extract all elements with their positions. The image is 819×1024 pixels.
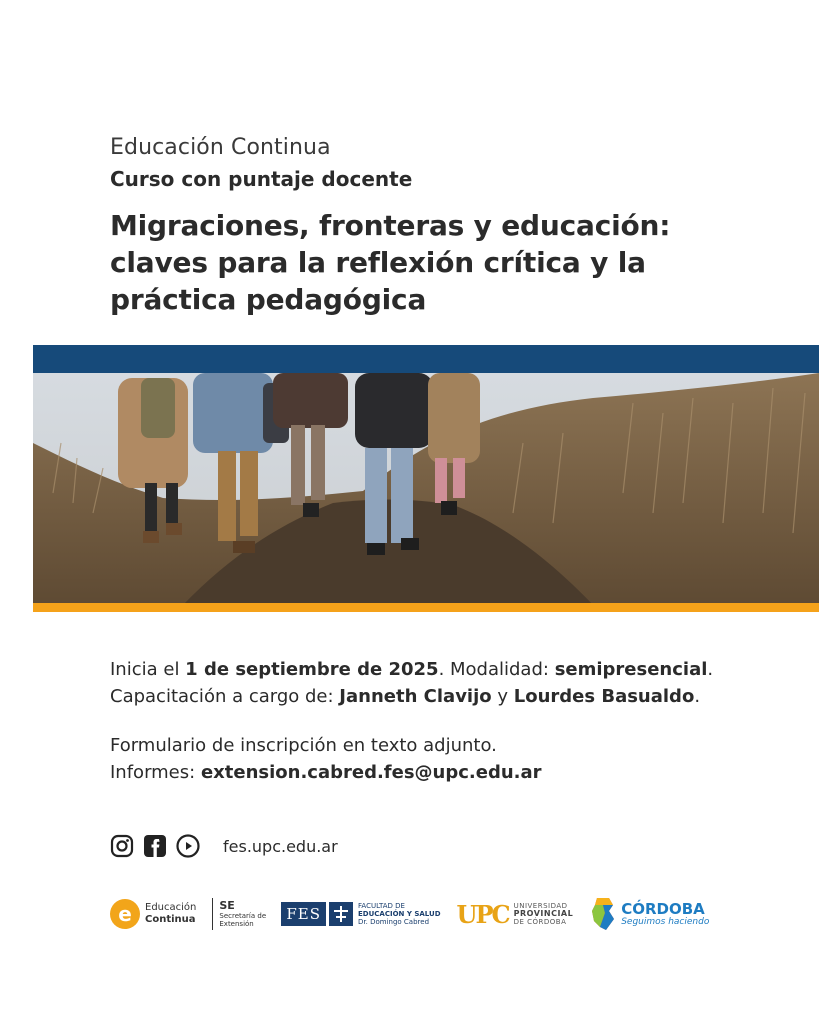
cordoba-map-icon	[591, 897, 615, 931]
ec-mark: e	[110, 899, 140, 929]
trainers-line	[110, 683, 790, 710]
contact-prefix: Informes:	[110, 762, 201, 783]
ec-line2: Continua	[145, 914, 196, 925]
start-date: 1 de septiembre de 2025	[185, 659, 439, 680]
cordoba-tagline: Seguimos haciendo	[621, 917, 710, 927]
facebook-icon[interactable]	[143, 834, 167, 858]
cordoba-name: CÓRDOBA	[621, 900, 705, 918]
course-info	[110, 656, 790, 786]
modality-prefix: . Modalidad:	[438, 659, 555, 680]
secretaria-extension-logo	[219, 900, 267, 928]
se-abbr: SE	[219, 899, 235, 912]
logo-separator	[212, 898, 213, 930]
fes-emblem-icon	[329, 902, 353, 926]
upc-abbr: UPC	[456, 899, 509, 929]
trainer-2: Lourdes Basualdo	[513, 686, 695, 707]
fes-logo	[281, 902, 440, 926]
ec-line1: Educación	[145, 902, 197, 913]
fes-line1: FACULTAD DE	[358, 902, 405, 910]
cordoba-logo	[591, 897, 709, 931]
se-line2: Extensión	[219, 920, 254, 928]
youtube-icon[interactable]	[176, 834, 200, 858]
trainers-suffix: .	[694, 686, 701, 707]
trainer-joiner: y	[491, 686, 514, 707]
contact-line	[110, 759, 790, 786]
website-link[interactable]: fes.upc.edu.ar	[223, 836, 338, 856]
header	[110, 133, 750, 318]
modality: semipresencial	[554, 659, 708, 680]
fes-abbr: FES	[281, 902, 326, 926]
instagram-icon[interactable]	[110, 834, 134, 858]
trainers-prefix: Capacitación a cargo de:	[110, 686, 340, 707]
contact-email[interactable]: extension.cabred.fes@upc.edu.ar	[200, 762, 542, 783]
modality-suffix: .	[707, 659, 714, 680]
blue-band	[33, 345, 819, 373]
social-bar	[110, 832, 338, 860]
upc-line2: PROVINCIAL	[513, 909, 574, 918]
se-line1: Secretaría de	[219, 912, 267, 920]
course-type: Curso con puntaje docente	[110, 167, 413, 191]
fes-line3: Dr. Domingo Cabred	[358, 918, 430, 926]
course-title: Migraciones, fronteras y educación: claves para la reflexión crítica y la práctica pedagógica	[110, 209, 671, 316]
orange-band	[33, 603, 819, 612]
program-name: Educación Continua	[110, 135, 331, 160]
upc-line3: DE CÓRDOBA	[513, 918, 567, 926]
upc-line1: UNIVERSIDAD	[513, 902, 568, 910]
educacion-continua-logo	[110, 899, 196, 929]
start-prefix: Inicia el	[110, 659, 186, 680]
upc-logo	[457, 900, 574, 929]
form-line: Formulario de inscripción en texto adjunto.	[110, 735, 497, 756]
fes-line2: EDUCACIÓN Y SALUD	[358, 910, 441, 918]
logos-row	[110, 893, 709, 935]
hikers-photo	[33, 373, 819, 605]
trainer-1: Janneth Clavijo	[339, 686, 492, 707]
start-line	[110, 656, 790, 683]
